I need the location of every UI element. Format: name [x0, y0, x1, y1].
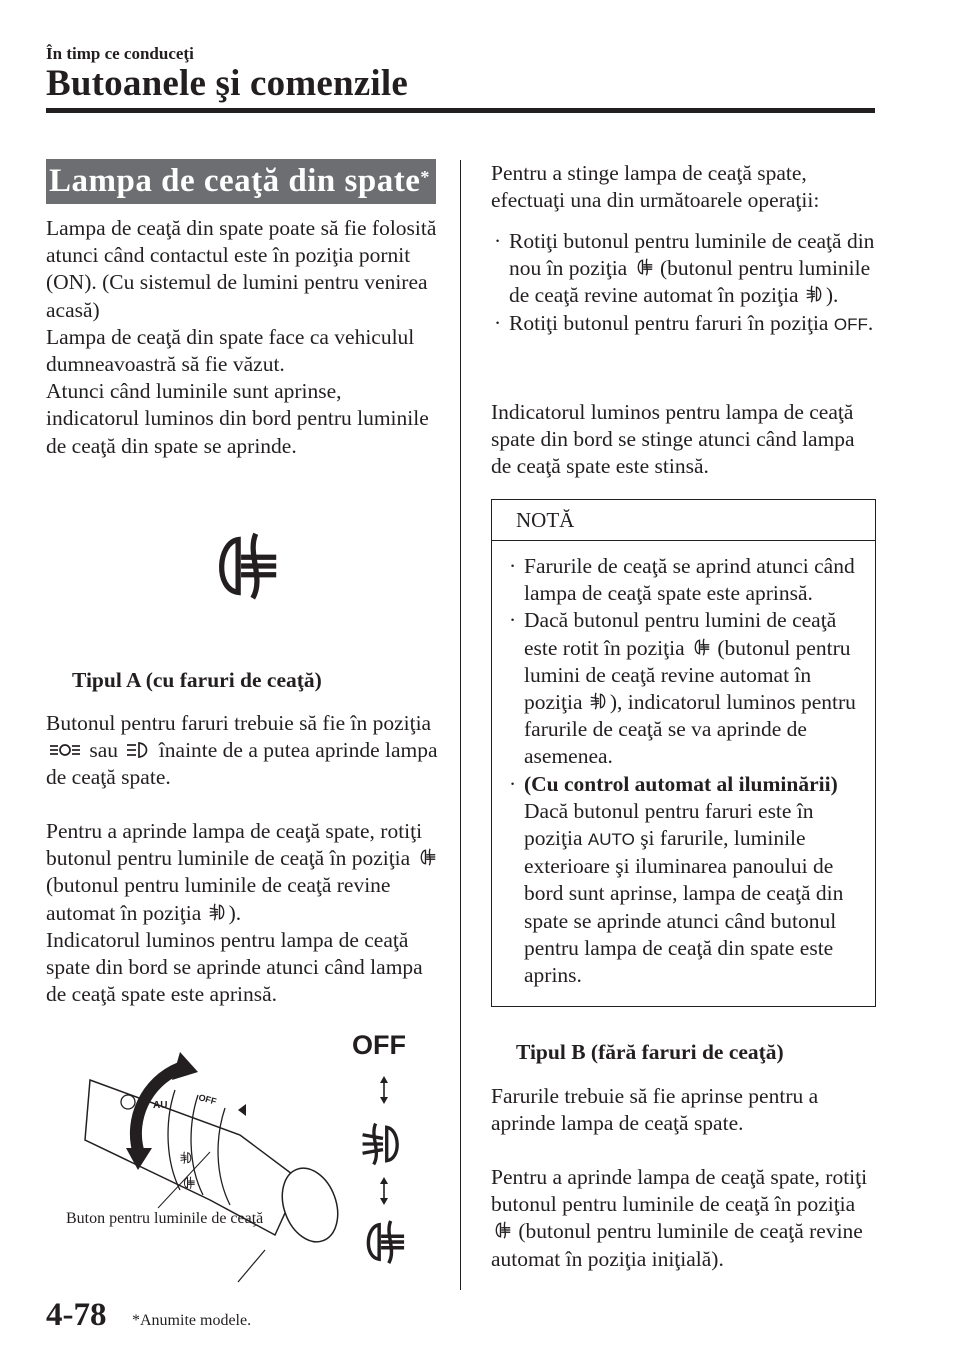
right-p4-text-a: Pentru a aprinde lampa de ceaţă spate, rotiţi butonul pentru luminile de ceaţă în poziţia	[491, 1165, 868, 1217]
list-item: · Rotiţi butonul pentru luminile de ceaţă din nou în poziţia (butonul pentru luminile de ceaţă revine automat în poziţia ).	[494, 229, 875, 308]
rear-fog-icon	[692, 636, 710, 658]
p4-text-b: sau	[89, 738, 119, 763]
rear-fog-indicator-icon	[198, 525, 290, 607]
front-fog-icon	[806, 283, 824, 305]
section-title: Lampa de ceaţă din spate	[49, 163, 421, 199]
list-item: · Dacă butonul pentru lumini de ceaţă este rotit în poziţia (butonul pentru lumini de ceaţă revine automat în poziţia ), indicatorul luminos pentru farurile de ceaţă se va aprinde de asemenea.	[509, 608, 856, 769]
right-bullets	[491, 228, 876, 338]
note-box	[491, 499, 876, 1007]
left-paragraph-6: Indicatorul luminos pentru lampa de ceaţă spate din bord se aprinde atunci când lampa de ceaţă spate este aprinsă.	[46, 928, 423, 1007]
note-item-3-heading: (Cu control automat al iluminării)	[524, 771, 838, 796]
p5-text-a: Pentru a aprinde lampa de ceaţă spate, rotiţi butonul pentru luminile de ceaţă în poziţia	[46, 819, 423, 871]
bullet1-text-b: (butonul pentru luminile de ceaţă revine automat în poziţia	[509, 256, 871, 308]
left-paragraph-3: Atunci când luminile sunt aprinse, indicatorul luminos din bord pentru luminile de ceaţă din spate se aprinde.	[46, 379, 429, 458]
p5-text-b: (butonul pentru luminile de ceaţă revine automat în poziţia	[46, 873, 391, 925]
left-paragraph-5	[46, 818, 438, 927]
bullet2-text-a: Rotiţi butonul pentru faruri în poziţia	[509, 310, 829, 335]
note-item-1: Farurile de ceaţă se aprind atunci când lampa de ceaţă spate este aprinsă.	[524, 554, 855, 606]
list-item: · Farurile de ceaţă se aprind atunci când lampa de ceaţă spate este aprinsă.	[509, 554, 855, 606]
front-fog-icon	[590, 690, 608, 712]
type-b-heading: Tipul B (fără faruri de ceaţă)	[516, 1040, 784, 1064]
front-fog-position-icon	[360, 1118, 406, 1170]
double-arrow-icon	[374, 1176, 394, 1206]
right-paragraph-3: Farurile trebuie să fie aprinse pentru a aprinde lampa de ceaţă spate.	[491, 1084, 819, 1136]
off-label: OFF	[352, 1030, 406, 1060]
page-title: Butoanele şi comenzile	[46, 63, 409, 104]
auto-position-label: AUTO	[587, 830, 635, 850]
section-heading	[46, 159, 436, 204]
note-item-3-b: şi farurile, luminile exterioare şi iluminarea panoului de bord sunt aprinse, lampa de ceaţă din spate se aprinde atunci când butonul pentru lampa de ceaţă din spate este aprins.	[524, 826, 844, 988]
note-item-2-a: Dacă butonul pentru lumini de ceaţă este rotit în poziţia	[524, 608, 837, 660]
p4-text-c: înainte de a putea aprinde lampa de ceaţă spate.	[46, 738, 438, 790]
rear-fog-position-icon	[360, 1214, 406, 1270]
right-paragraph-4	[491, 1164, 876, 1273]
footnote: *Anumite modele.	[132, 1312, 252, 1329]
left-intro	[46, 215, 438, 460]
rear-fog-icon	[418, 846, 436, 868]
note-heading: NOTĂ	[492, 500, 875, 541]
column-divider	[460, 160, 461, 1290]
parking-light-icon	[48, 740, 82, 760]
note-item-2-b: (butonul pentru lumini de ceaţă revine automat în poziţia	[524, 635, 851, 715]
rear-fog-icon	[493, 1219, 511, 1241]
figure-caption: Buton pentru luminile de ceaţă	[66, 1210, 264, 1227]
p5-text-c: ).	[228, 900, 242, 925]
headlight-icon	[125, 740, 151, 760]
right-paragraph-2: Indicatorul luminos pentru lampa de ceaţă spate din bord se stinge atunci când lampa de ceaţă spate este stinsă.	[491, 400, 855, 479]
right-paragraph-1: Pentru a stinge lampa de ceaţă spate, efectuaţi una din următoarele operaţii:	[491, 161, 820, 213]
rear-fog-icon	[635, 256, 653, 278]
list-item: · (Cu control automat al iluminării) Dacă butonul pentru faruri este în poziţia AUTO şi farurile, luminile exterioare şi iluminarea panoului de bord sunt aprinse, lampa de ceaţă din spate se aprinde atunci când butonul pentru lampa de ceaţă din spate este aprins.	[509, 771, 844, 988]
page-number: 4-78	[46, 1297, 107, 1333]
front-fog-icon	[209, 901, 227, 923]
off-position-label: OFF	[833, 314, 868, 334]
double-arrow-icon	[374, 1075, 394, 1105]
left-paragraph-2: Lampa de ceaţă din spate face ca vehiculul dumneavoastră să fie văzut.	[46, 324, 415, 377]
note-item-3-a: Dacă butonul pentru faruri este în poziţia	[524, 798, 814, 851]
list-item: · Rotiţi butonul pentru faruri în poziţia OFF.	[494, 310, 874, 335]
bullet1-text-a: Rotiţi butonul pentru luminile de ceaţă din nou în poziţia	[509, 229, 875, 281]
note-item-2-c: ), indicatorul luminos pentru farurile de ceaţă se va aprinde de asemenea.	[524, 690, 856, 769]
bullet1-text-c: ).	[825, 283, 839, 308]
left-paragraph-4	[46, 710, 438, 792]
type-a-heading: Tipul A (cu faruri de ceaţă)	[72, 668, 322, 692]
p4-text-a: Butonul pentru faruri trebuie să fie în poziţia	[46, 711, 432, 735]
section-asterisk: *	[420, 167, 430, 187]
left-paragraph-1: Lampa de ceaţă din spate poate să fie folosită atunci când contactul este în poziţia pornit (ON). (Cu sistemul de lumini pentru venirea acasă)	[46, 216, 437, 322]
bullet2-text-c: .	[867, 310, 874, 335]
right-p4-text-b: (butonul pentru luminile de ceaţă revine automat în poziţia iniţială).	[491, 1219, 863, 1271]
title-rule	[46, 108, 875, 113]
switch-off-label: OFF	[197, 1092, 218, 1107]
chapter-label: În timp ce conduceţi	[46, 44, 194, 63]
switch-auto-label: AU	[153, 1100, 168, 1111]
note-body	[506, 553, 866, 989]
